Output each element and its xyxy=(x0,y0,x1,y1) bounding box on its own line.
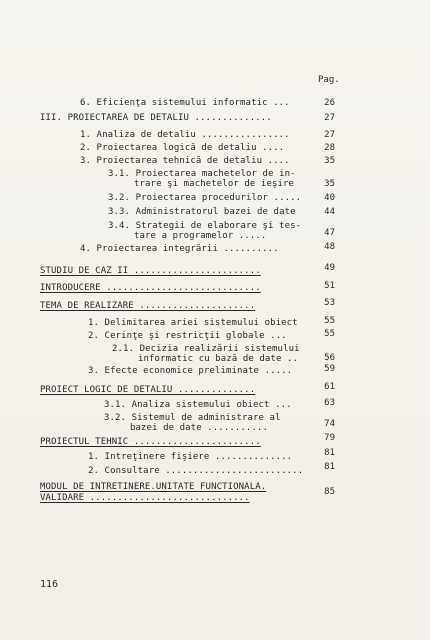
toc-section-heading: VALIDARE ............................. xyxy=(40,493,250,503)
toc-chapter-heading: III. PROIECTAREA DE DETALIU .............. xyxy=(40,113,272,123)
toc-subentry-text: 3.1. Proiectarea machetelor de in- xyxy=(108,169,296,179)
toc-subentry-text: bazei de date ........... xyxy=(130,423,268,433)
toc-entry-text: 3. Efecte economice preliminate ..... xyxy=(88,366,293,376)
toc-subentry-text: 2.1. Decizia realizării sistemului xyxy=(112,344,300,354)
toc-entry-page: 59 xyxy=(324,364,335,374)
toc-subentry-text: 3.4. Strategii de elaborare şi tes- xyxy=(108,221,302,231)
toc-entry-text: 1. Intreţinere fişiere .............. xyxy=(88,452,293,462)
toc-subentry-text: 3.3. Administratorul bazei de date xyxy=(108,207,296,217)
toc-section-heading: PROIECT LOGIC DE DETALIU .............. xyxy=(40,385,256,395)
toc-subentry-text: tare a programelor ..... xyxy=(134,231,267,241)
toc-section-heading: STUDIU DE CAZ II ....................... xyxy=(40,266,261,276)
toc-entry-page: 26 xyxy=(324,98,335,108)
toc-entry-text: 2. Cerinţe şi restricţii globale ... xyxy=(88,331,287,341)
toc-entry-page: 28 xyxy=(324,143,335,153)
toc-entry-page: 63 xyxy=(324,398,335,408)
toc-section-heading: TEMA DE REALIZARE ..................... xyxy=(40,301,256,311)
toc-entry-page: 74 xyxy=(324,419,335,429)
toc-entry-page: 61 xyxy=(324,382,335,392)
toc-entry-page: 85 xyxy=(324,487,335,497)
page-column-header: Pag. xyxy=(318,75,340,85)
toc-entry-page: 40 xyxy=(324,193,335,203)
toc-section-heading: INTRODUCERE ............................ xyxy=(40,283,261,293)
toc-entry-page: 79 xyxy=(324,433,335,443)
toc-entry-text: 2. Consultare ......................... xyxy=(88,466,304,476)
toc-entry-page: 56 xyxy=(324,353,335,363)
toc-entry-page: 53 xyxy=(324,298,335,308)
toc-entry-text: 2. Proiectarea logică de detaliu .... xyxy=(80,143,285,153)
toc-entry-page: 35 xyxy=(324,179,335,189)
toc-entry-page: 44 xyxy=(324,207,335,217)
toc-entry-text: 1. Analiza de detaliu ................ xyxy=(80,130,290,140)
toc-entry-text: 3. Proiectarea tehnică de detaliu .... xyxy=(80,156,290,166)
toc-entry-text: 6. Eficienţa sistemului informatic ... xyxy=(80,98,290,108)
toc-entry-page: 27 xyxy=(324,130,335,140)
toc-subentry-text: 3.2. Proiectarea procedurilor ..... xyxy=(108,193,302,203)
toc-section-heading: MODUL DE INTRETINERE.UNITATE FUNCTIONALA. xyxy=(40,482,267,492)
toc-subentry-text: trare şi machetelor de ieşire xyxy=(134,179,295,189)
page-number: 116 xyxy=(40,579,59,590)
toc-entry-page: 27 xyxy=(324,113,335,123)
toc-entry-page: 55 xyxy=(324,329,335,339)
toc-entry-page: 81 xyxy=(324,462,335,472)
toc-section-heading: PROIECTUL TEHNIC ....................... xyxy=(40,437,261,447)
toc-subentry-text: 3.2. Sistemul de administrare al xyxy=(104,413,281,423)
toc-entry-page: 48 xyxy=(324,242,335,252)
toc-entry-page: 47 xyxy=(324,228,335,238)
toc-entry-page: 81 xyxy=(324,448,335,458)
toc-entry-text: 1. Delimitarea ariei sistemului obiect xyxy=(88,318,298,328)
toc-entry-page: 49 xyxy=(324,263,335,273)
toc-subentry-text: informatic cu bază de date .. xyxy=(138,354,299,364)
toc-entry-page: 55 xyxy=(324,316,335,326)
toc-entry-page: 51 xyxy=(324,281,335,291)
toc-entry-text: 4. Proiectarea integrării .......... xyxy=(80,244,279,254)
toc-entry-page: 35 xyxy=(324,156,335,166)
toc-subentry-text: 3.1. Analiza sistemului obiect ... xyxy=(104,400,292,410)
